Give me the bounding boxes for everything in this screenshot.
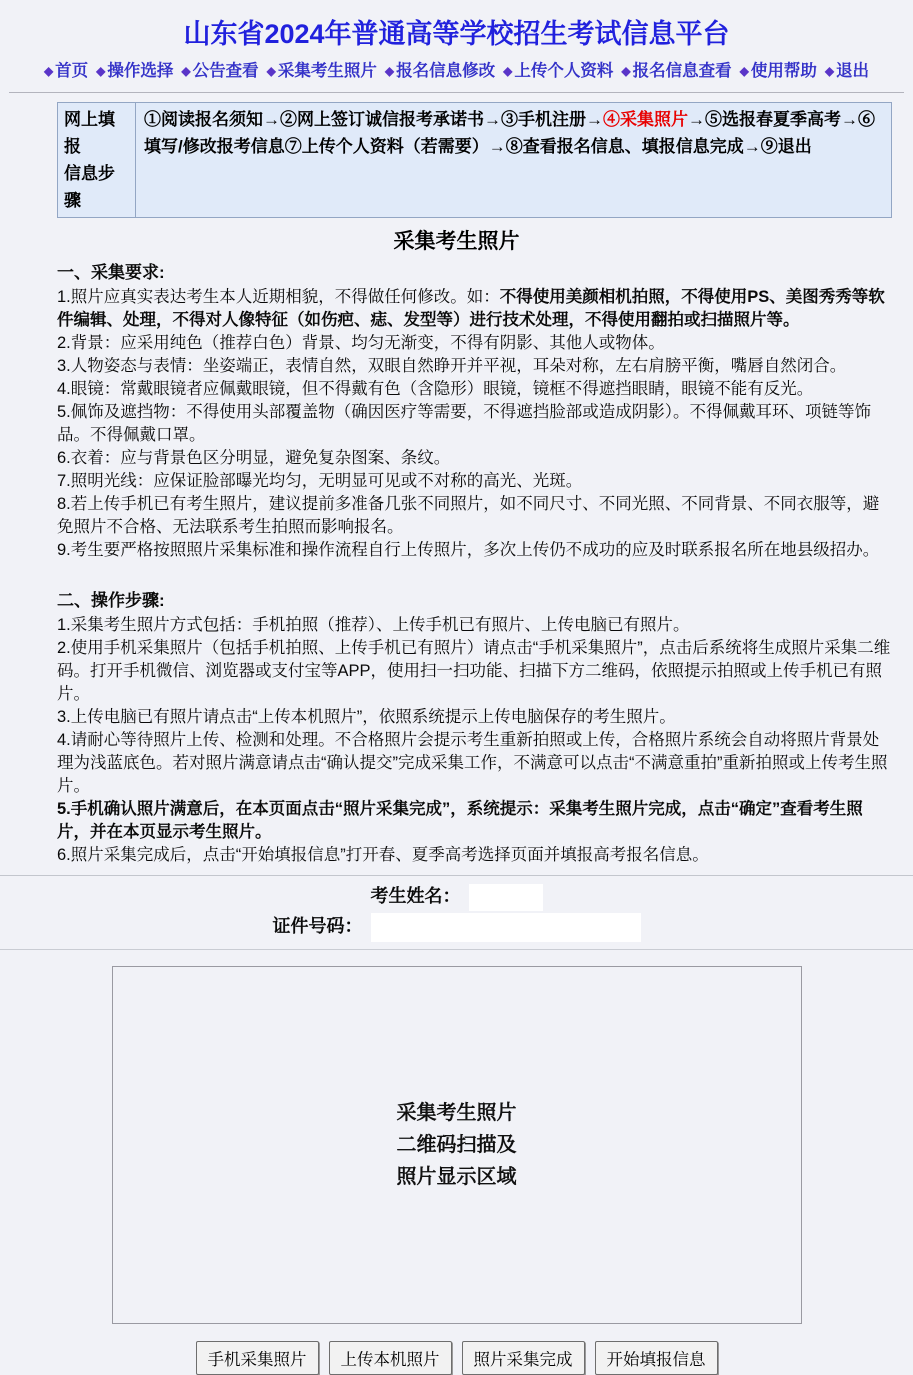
candidate-id-label: 证件号码：: [272, 915, 363, 936]
candidate-name-label: 考生姓名：: [370, 886, 461, 906]
requirement-item: 9.考生要严格按照照片采集标准和操作流程自行上传照片，多次上传仍不成功的应及时联系报名所在地县级招办。: [57, 541, 880, 559]
photo-area-line2: 二维码扫描及: [396, 1133, 517, 1156]
candidate-info-section: [0, 875, 913, 950]
instructions-content: [57, 261, 893, 867]
steps-box-label: [58, 103, 136, 217]
nav-link[interactable]: ◆ 报名信息查看: [621, 62, 732, 80]
nav-link[interactable]: ◆ 采集考生照片: [266, 62, 377, 80]
action-button-row: [0, 1341, 913, 1375]
diamond-icon: ◆: [181, 64, 191, 78]
candidate-name-row: [0, 882, 913, 911]
mobile-capture-button[interactable]: 手机采集照片: [196, 1341, 319, 1375]
photo-area-line3: 照片显示区域: [396, 1165, 517, 1188]
main-nav: [0, 57, 913, 81]
app-title: 山东省2024年普通高等学校招生考试信息平台: [183, 19, 730, 49]
nav-link[interactable]: ◆ 上传个人资料: [503, 62, 614, 80]
nav-link[interactable]: ◆ 公告查看: [181, 62, 259, 80]
steps-info-box: [57, 102, 892, 218]
diamond-icon: ◆: [384, 64, 395, 78]
procedures-list: [57, 614, 893, 867]
procedure-item: 2.使用手机采集照片（包括手机拍照、上传手机已有照片）请点击“手机采集照片”，点击后系统将生成照片采集二维码。打开手机微信、浏览器或支付宝等APP，使用扫一扫功能、扫描下方二维码，依照提示拍照或上传手机已有照片。: [57, 639, 891, 703]
step-text: ①阅读报名须知→②网上签订诚信报考承诺书→③手机注册→: [144, 110, 603, 129]
procedure-item: 4.请耐心等待照片上传、检测和处理。不合格照片会提示考生重新拍照或上传，合格照片系统会自动将照片背景处理为浅蓝底色。若对照片满意请点击“确认提交”完成采集工作，不满意可以点击“不满意重拍”重新拍照或上传考生照片。: [57, 731, 888, 795]
diamond-icon: ◆: [96, 64, 106, 78]
photo-area-line1: 采集考生照片: [396, 1101, 517, 1124]
nav-link[interactable]: ◆ 退出: [824, 62, 870, 80]
procedure-item: 5.手机确认照片满意后，在本页面点击“照片采集完成”，系统提示：采集考生照片完成，点击“确定”查看考生照片，并在本页显示考生照片。: [57, 800, 863, 841]
steps-label-line2: 信息步骤: [64, 164, 115, 210]
start-filling-button[interactable]: 开始填报信息: [595, 1341, 718, 1375]
section-gap: [57, 562, 893, 583]
upload-local-photo-button[interactable]: 上传本机照片: [329, 1341, 452, 1375]
page-title: 采集考生照片: [393, 230, 520, 253]
candidate-id-value: [371, 913, 641, 942]
steps-label-line1: 网上填报: [64, 110, 115, 156]
requirements-list: [57, 286, 893, 562]
requirement-item: 8.若上传手机已有考生照片，建议提前多准备几张不同照片，如不同尺寸、不同光照、不同背景、不同衣服等，避免照片不合格、无法联系考生拍照而影响报名。: [57, 495, 880, 536]
diamond-icon: ◆: [503, 64, 513, 78]
requirement-item: 6.衣着：应与背景色区分明显，避免复杂图案、条纹。: [57, 449, 451, 467]
procedure-item: 1.采集考生照片方式包括：手机拍照（推荐）、上传手机已有照片、上传电脑已有照片。: [57, 616, 690, 634]
requirement-item: 4.眼镜：常戴眼镜者应佩戴眼镜，但不得戴有色（含隐形）眼镜，镜框不得遮挡眼睛，眼镜不能有反光。: [57, 380, 814, 398]
requirement-item: 2.背景：应采用纯色（推荐白色）背景、均匀无渐变，不得有阴影、其他人或物体。: [57, 334, 665, 352]
nav-link[interactable]: ◆ 首页: [43, 62, 89, 80]
candidate-id-row: [0, 912, 913, 942]
candidate-name-value: [469, 884, 543, 911]
requirement-item: 7.照明光线：应保证脸部曝光均匀，无明显可见或不对称的高光、光斑。: [57, 472, 583, 490]
diamond-icon: ◆: [43, 64, 54, 78]
diamond-icon: ◆: [621, 64, 631, 78]
step-text: →⑤选报春夏季高考→⑥填写/修改报考信息⑦上传个人资料（若需要）→⑧查看报名信息、填报信息完成→⑨退出: [144, 110, 875, 156]
requirement-item: 3.人物姿态与表情：坐姿端正，表情自然，双眼自然睁开并平视，耳朵对称，左右肩膀平衡，嘴唇自然闭合。: [57, 357, 847, 375]
header-divider: [9, 92, 904, 93]
diamond-icon: ◆: [824, 64, 835, 78]
diamond-icon: ◆: [739, 64, 749, 78]
procedures-heading: 二、操作步骤:: [57, 591, 165, 610]
nav-link[interactable]: ◆ 使用帮助: [739, 62, 817, 80]
photo-display-area: [112, 966, 802, 1324]
steps-sequence-text: [136, 103, 891, 217]
nav-link[interactable]: ◆ 报名信息修改: [384, 62, 496, 80]
requirement-item: 1.照片应真实表达考生本人近期相貌，不得做任何修改。如：不得使用美颜相机拍照，不得使用PS、美图秀秀等软件编辑、处理，不得对人像特征（如伤疤、痣、发型等）进行技术处理，不得使用翻拍或扫描照片等。: [57, 288, 885, 329]
procedure-item: 3.上传电脑已有照片请点击“上传本机照片”，依照系统提示上传电脑保存的考生照片。: [57, 708, 676, 726]
diamond-icon: ◆: [266, 64, 276, 78]
nav-link[interactable]: ◆ 操作选择: [96, 62, 174, 80]
requirement-item: 5.佩饰及遮挡物：不得使用头部覆盖物（确因医疗等需要，不得遮挡脸部或造成阴影）。不得佩戴耳环、项链等饰品。不得佩戴口罩。: [57, 403, 872, 444]
requirements-heading: 一、采集要求:: [57, 263, 165, 282]
current-step-highlight: ④采集照片: [603, 110, 688, 129]
capture-complete-button[interactable]: 照片采集完成: [462, 1341, 585, 1375]
procedure-item: 6.照片采集完成后，点击“开始填报信息”打开春、夏季高考选择页面并填报高考报名信息。: [57, 846, 709, 864]
